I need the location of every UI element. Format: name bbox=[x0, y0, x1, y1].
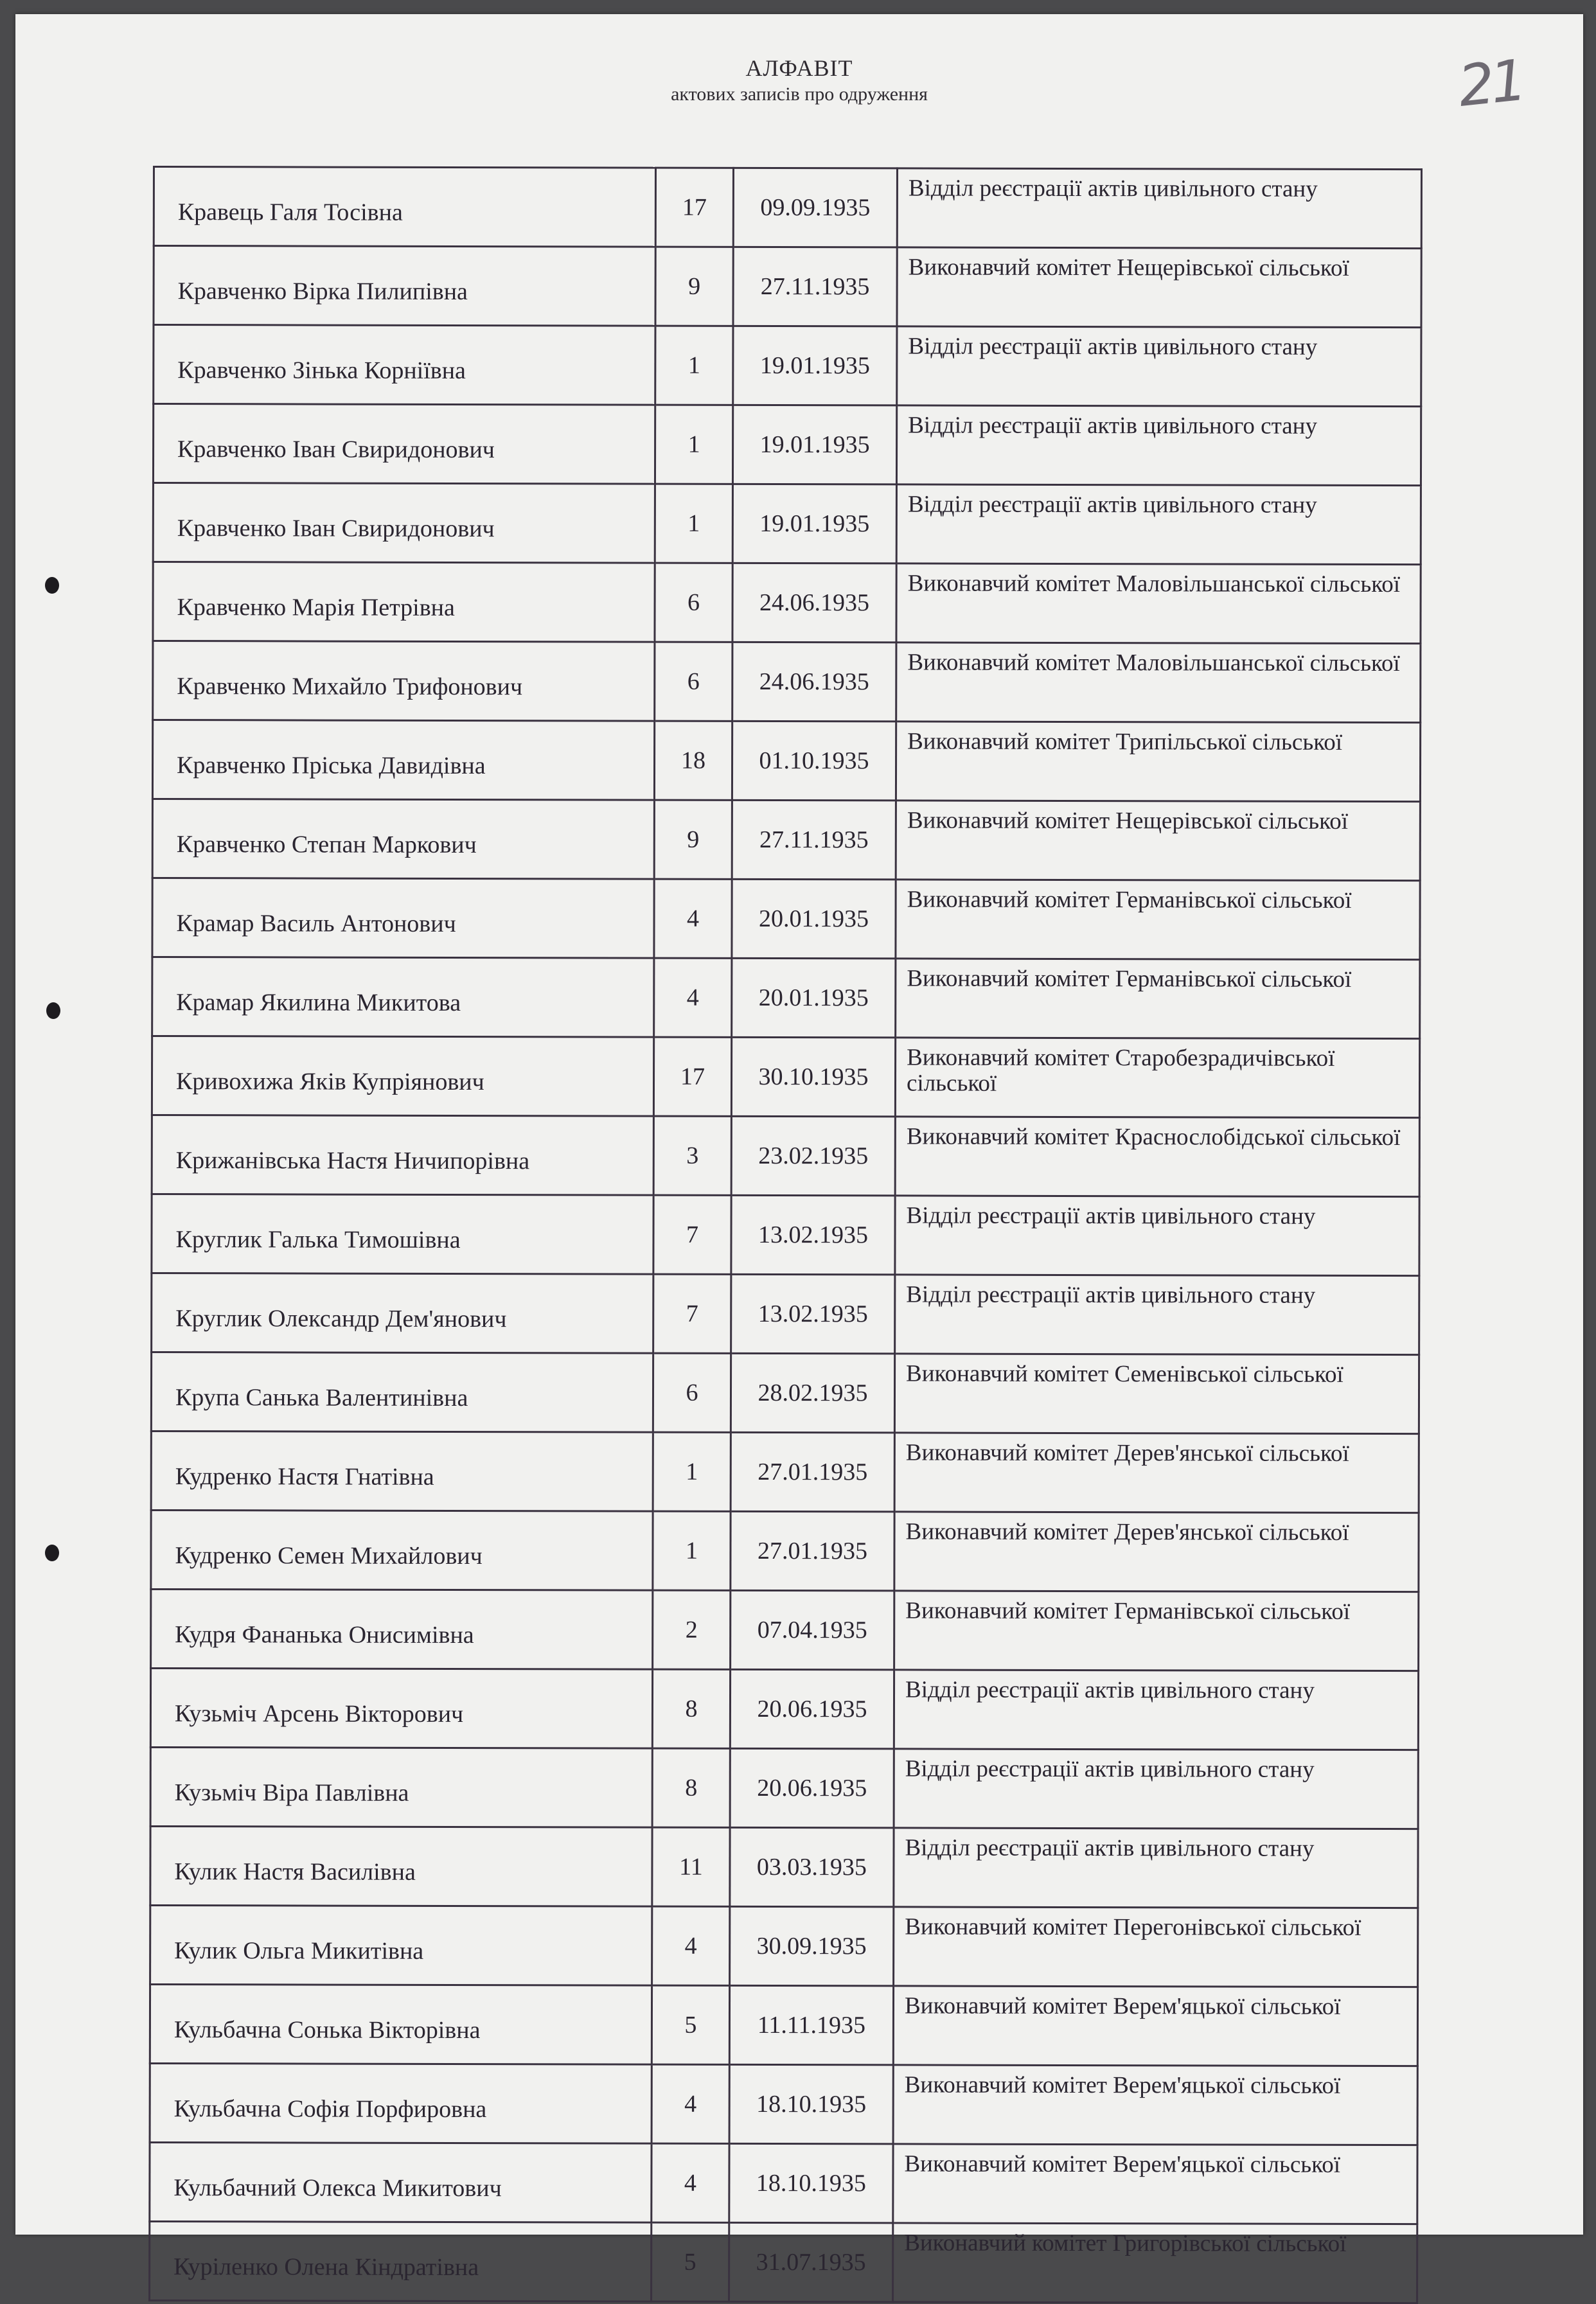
table-row bbox=[150, 2142, 1417, 2224]
record-number-cell: 9 bbox=[655, 247, 733, 326]
record-name-cell: Кулик Ольга Микитівна bbox=[150, 1905, 652, 1985]
table-row bbox=[153, 483, 1421, 565]
table-row bbox=[150, 2221, 1417, 2303]
record-office-cell: Відділ реєстрації актів цивільного стану bbox=[894, 1749, 1418, 1829]
record-name-cell: Кравченко Вірка Пилипівна bbox=[154, 246, 655, 326]
table-row bbox=[154, 167, 1421, 249]
table-row bbox=[151, 1431, 1419, 1512]
record-name-cell: Кульбачний Олекса Микитович bbox=[150, 2142, 652, 2222]
record-date-cell: 30.09.1935 bbox=[730, 1906, 894, 1986]
record-date-cell: 18.10.1935 bbox=[729, 2064, 893, 2144]
record-date-cell: 13.02.1935 bbox=[731, 1274, 895, 1354]
record-number-cell: 4 bbox=[652, 1906, 730, 1985]
record-office-cell: Виконавчий комітет Трипільської сільської bbox=[896, 722, 1420, 802]
table-row bbox=[151, 1352, 1419, 1433]
record-office-cell: Виконавчий комітет Семенівської сільської bbox=[894, 1354, 1419, 1434]
record-number-cell: 7 bbox=[653, 1195, 731, 1274]
table-row bbox=[151, 1589, 1419, 1670]
record-number-cell: 18 bbox=[654, 721, 732, 800]
table-row bbox=[150, 1747, 1418, 1829]
record-number-cell: 1 bbox=[653, 1432, 731, 1511]
record-date-cell: 19.01.1935 bbox=[732, 405, 896, 484]
table-row bbox=[150, 1984, 1417, 2066]
table-row bbox=[154, 246, 1421, 328]
table-row bbox=[152, 1273, 1419, 1354]
record-office-cell: Виконавчий комітет Григорівської сільської bbox=[893, 2223, 1417, 2303]
record-number-cell: 17 bbox=[653, 1037, 731, 1116]
record-office-cell: Виконавчий комітет Германівської сільської bbox=[894, 1591, 1419, 1671]
record-office-cell: Виконавчий комітет Дерев'янської сільської bbox=[894, 1512, 1419, 1592]
record-number-cell: 1 bbox=[655, 326, 733, 405]
record-date-cell: 20.06.1935 bbox=[730, 1748, 894, 1828]
record-office-cell: Відділ реєстрації актів цивільного стану bbox=[895, 1196, 1419, 1276]
record-office-cell: Виконавчий комітет Верем'яцької сільської bbox=[893, 2065, 1417, 2145]
record-office-cell: Відділ реєстрації актів цивільного стану bbox=[896, 484, 1421, 565]
record-name-cell: Куріленко Олена Кіндратівна bbox=[150, 2221, 652, 2301]
record-number-cell: 11 bbox=[652, 1827, 730, 1906]
record-date-cell: 11.11.1935 bbox=[729, 1985, 893, 2065]
record-date-cell: 20.01.1935 bbox=[732, 879, 896, 959]
record-office-cell: Виконавчий комітет Краснослобідської сільської bbox=[895, 1117, 1419, 1197]
records-table bbox=[148, 166, 1423, 2304]
record-number-cell: 7 bbox=[653, 1274, 731, 1353]
punch-hole bbox=[46, 1002, 60, 1019]
record-date-cell: 23.02.1935 bbox=[731, 1116, 895, 1196]
table-row bbox=[152, 1036, 1419, 1118]
document-header bbox=[15, 54, 1583, 107]
record-date-cell: 27.11.1935 bbox=[732, 800, 896, 880]
punch-hole bbox=[45, 1545, 59, 1561]
record-office-cell: Виконавчий комітет Верем'яцької сільської bbox=[893, 1986, 1417, 2066]
record-office-cell: Відділ реєстрації актів цивільного стану bbox=[897, 168, 1421, 249]
document-subtitle: актових записів про одруження bbox=[671, 84, 928, 105]
record-date-cell: 20.01.1935 bbox=[732, 958, 896, 1038]
record-date-cell: 28.02.1935 bbox=[731, 1353, 894, 1433]
record-number-cell: 9 bbox=[654, 800, 732, 879]
record-name-cell: Кульбачна Сонька Вікторівна bbox=[150, 1984, 652, 2064]
record-name-cell: Кравець Галя Тосівна bbox=[154, 167, 655, 247]
record-name-cell: Круглик Олександр Дем'янович bbox=[152, 1273, 653, 1353]
record-office-cell: Виконавчий комітет Маловільшанської сільської bbox=[896, 642, 1421, 723]
record-date-cell: 18.10.1935 bbox=[729, 2143, 893, 2223]
table-row bbox=[152, 799, 1420, 881]
record-date-cell: 13.02.1935 bbox=[731, 1195, 895, 1275]
handwritten-page-number: 21 bbox=[1455, 47, 1527, 120]
table-row bbox=[150, 2063, 1417, 2145]
record-date-cell: 19.01.1935 bbox=[733, 326, 897, 405]
table-row bbox=[152, 1115, 1419, 1196]
record-name-cell: Кравченко Зінька Корніївна bbox=[154, 325, 655, 405]
record-name-cell: Кудря Фананька Онисимівна bbox=[151, 1589, 653, 1669]
record-name-cell: Кулик Настя Василівна bbox=[150, 1826, 652, 1906]
record-office-cell: Виконавчий комітет Нещерівської сільської bbox=[896, 801, 1420, 881]
record-name-cell: Кривохижа Яків Купріянович bbox=[152, 1036, 653, 1117]
record-date-cell: 27.01.1935 bbox=[731, 1432, 894, 1512]
table-row bbox=[150, 1826, 1418, 1908]
record-office-cell: Відділ реєстрації актів цивільного стану bbox=[894, 1828, 1418, 1908]
record-number-cell: 4 bbox=[652, 2064, 729, 2143]
table-row bbox=[154, 325, 1421, 407]
record-name-cell: Кравченко Іван Свиридонович bbox=[153, 483, 655, 563]
record-office-cell: Виконавчий комітет Германівської сільської bbox=[896, 880, 1420, 960]
record-date-cell: 31.07.1935 bbox=[729, 2222, 893, 2302]
table-row bbox=[152, 957, 1420, 1039]
record-office-cell: Виконавчий комітет Германівської сільської bbox=[896, 959, 1420, 1039]
record-number-cell: 6 bbox=[655, 563, 732, 642]
record-office-cell: Виконавчий комітет Дерев'янської сільської bbox=[894, 1433, 1419, 1513]
record-office-cell: Відділ реєстрації актів цивільного стану bbox=[895, 1275, 1419, 1355]
record-date-cell: 24.06.1935 bbox=[732, 563, 896, 642]
record-name-cell: Кудренко Семен Михайлович bbox=[151, 1510, 653, 1590]
record-name-cell: Кузьміч Арсень Вікторович bbox=[150, 1668, 652, 1748]
record-number-cell: 6 bbox=[655, 642, 732, 721]
record-name-cell: Крижанівська Настя Ничипорівна bbox=[152, 1115, 653, 1195]
record-office-cell: Виконавчий комітет Нещерівської сільської bbox=[897, 247, 1421, 328]
record-name-cell: Крупа Санька Валентинівна bbox=[151, 1352, 653, 1432]
table-row bbox=[150, 1905, 1418, 1987]
record-name-cell: Круглик Галька Тимошівна bbox=[152, 1194, 653, 1274]
table-row bbox=[151, 1510, 1419, 1591]
record-name-cell: Крамар Якилина Микитова bbox=[152, 957, 654, 1038]
record-date-cell: 01.10.1935 bbox=[732, 721, 896, 801]
record-number-cell: 1 bbox=[653, 1511, 731, 1590]
record-number-cell: 5 bbox=[652, 2222, 729, 2301]
record-date-cell: 19.01.1935 bbox=[732, 484, 896, 563]
record-date-cell: 09.09.1935 bbox=[733, 168, 897, 247]
record-name-cell: Кравченко Пріська Давидівна bbox=[152, 720, 654, 801]
record-number-cell: 4 bbox=[652, 2143, 729, 2222]
record-date-cell: 24.06.1935 bbox=[732, 642, 896, 722]
record-number-cell: 4 bbox=[654, 879, 732, 958]
record-name-cell: Кузьміч Віра Павлівна bbox=[150, 1747, 652, 1827]
record-number-cell: 2 bbox=[653, 1590, 731, 1669]
record-number-cell: 17 bbox=[655, 168, 733, 247]
record-number-cell: 8 bbox=[652, 1669, 730, 1748]
record-name-cell: Кудренко Настя Гнатівна bbox=[151, 1431, 653, 1511]
record-number-cell: 1 bbox=[655, 484, 732, 563]
document-page bbox=[15, 14, 1583, 2282]
record-date-cell: 20.06.1935 bbox=[730, 1669, 894, 1749]
record-name-cell: Кравченко Іван Свиридонович bbox=[153, 404, 655, 484]
record-number-cell: 4 bbox=[654, 958, 732, 1037]
record-name-cell: Кравченко Марія Петрівна bbox=[153, 562, 655, 642]
record-office-cell: Виконавчий комітет Верем'яцької сільської bbox=[893, 2144, 1417, 2224]
table-row bbox=[153, 404, 1421, 486]
record-number-cell: 3 bbox=[653, 1116, 731, 1195]
records-table-body bbox=[150, 167, 1422, 2303]
document-title: АЛФАВІТ bbox=[745, 55, 853, 81]
record-office-cell: Виконавчий комітет Старобезрадичівської сільської bbox=[895, 1038, 1419, 1118]
record-number-cell: 8 bbox=[652, 1748, 730, 1827]
record-name-cell: Крамар Василь Антонович bbox=[152, 878, 654, 959]
record-number-cell: 1 bbox=[655, 405, 732, 484]
punch-hole bbox=[45, 577, 59, 594]
record-number-cell: 5 bbox=[652, 1985, 729, 2064]
record-date-cell: 07.04.1935 bbox=[731, 1590, 894, 1670]
record-office-cell: Виконавчий комітет Маловільшанської сільської bbox=[896, 563, 1421, 644]
record-name-cell: Кравченко Степан Маркович bbox=[152, 799, 654, 880]
record-date-cell: 30.10.1935 bbox=[731, 1037, 895, 1117]
table-row bbox=[152, 878, 1420, 960]
record-date-cell: 27.01.1935 bbox=[731, 1511, 894, 1591]
table-row bbox=[152, 720, 1420, 802]
table-row bbox=[153, 641, 1421, 723]
record-date-cell: 03.03.1935 bbox=[730, 1827, 894, 1907]
record-office-cell: Відділ реєстрації актів цивільного стану bbox=[894, 1670, 1418, 1750]
record-office-cell: Відділ реєстрації актів цивільного стану bbox=[897, 326, 1421, 407]
record-number-cell: 6 bbox=[653, 1353, 731, 1432]
record-office-cell: Виконавчий комітет Перегонівської сільської bbox=[894, 1907, 1418, 1987]
table-row bbox=[153, 562, 1421, 644]
table-row bbox=[150, 1668, 1418, 1750]
table-row bbox=[152, 1194, 1419, 1275]
record-date-cell: 27.11.1935 bbox=[733, 247, 897, 326]
record-name-cell: Кравченко Михайло Трифонович bbox=[153, 641, 655, 722]
record-name-cell: Кульбачна Софія Порфировна bbox=[150, 2063, 652, 2143]
record-office-cell: Відділ реєстрації актів цивільного стану bbox=[896, 405, 1421, 486]
